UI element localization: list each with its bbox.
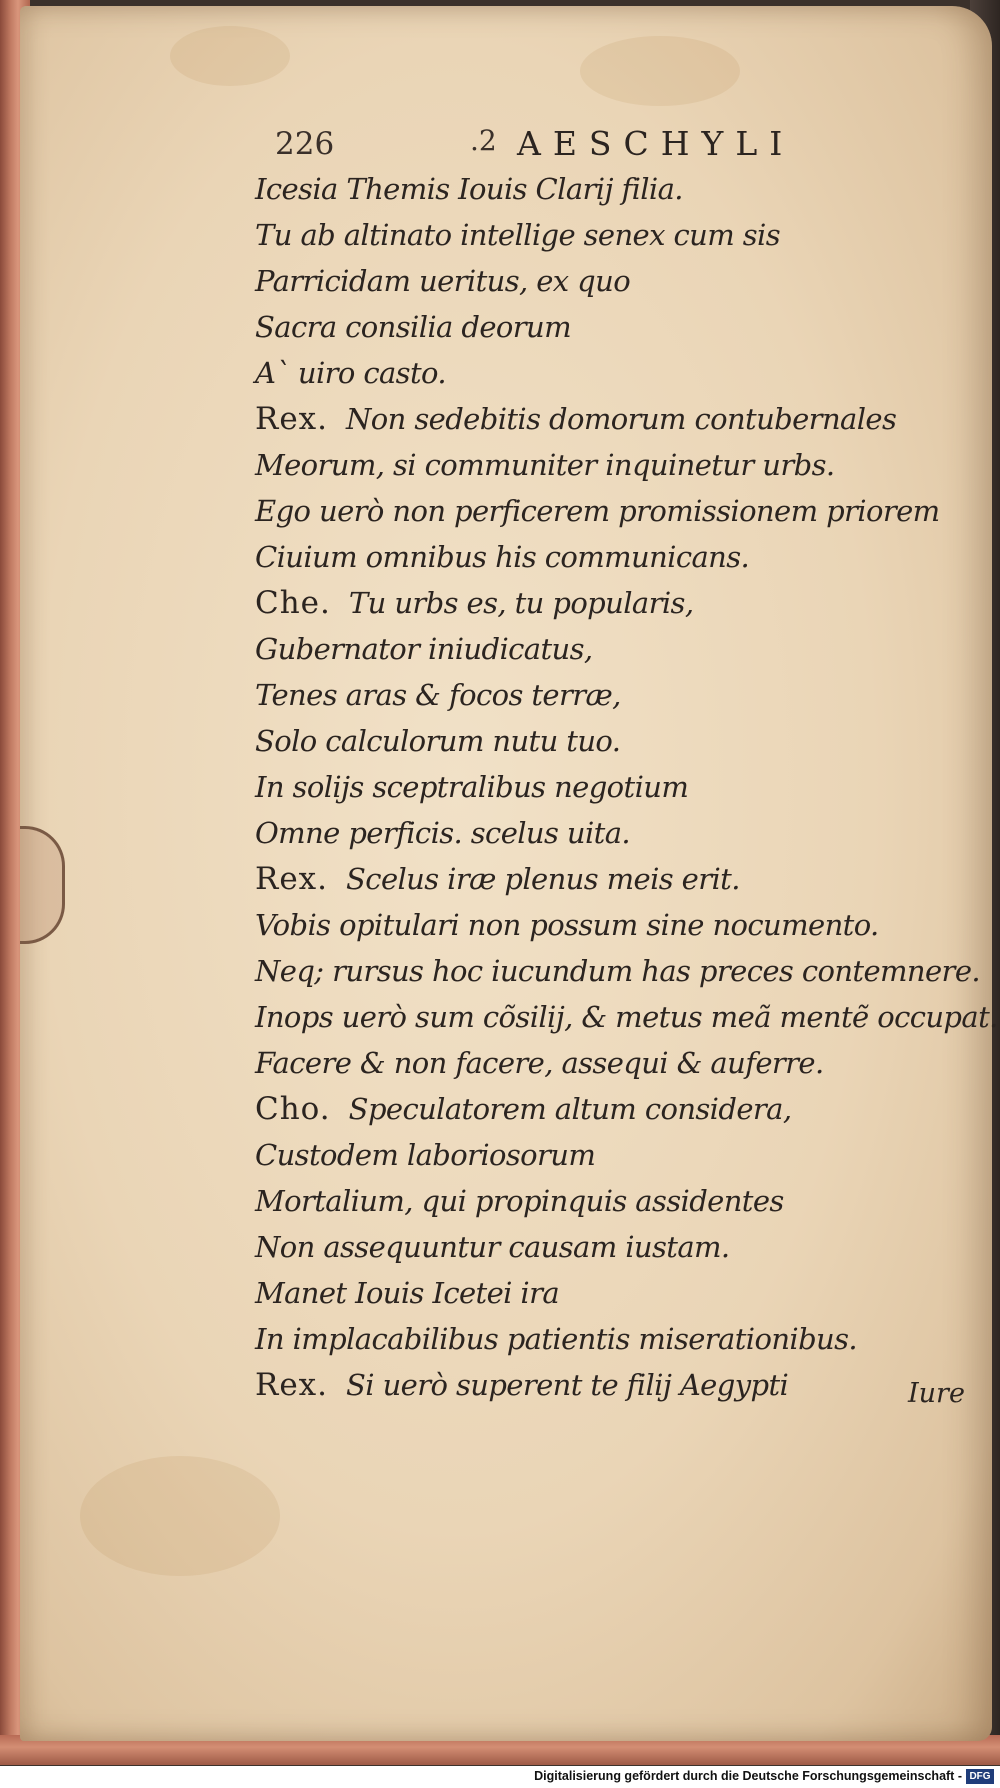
verse-line: [255, 1138, 595, 1172]
verse-text: Gubernator iniudicatus,: [255, 632, 593, 666]
verse-text: Ciuium omnibus his communicans.: [255, 540, 750, 574]
verse-line: [255, 540, 749, 574]
verse-line: [255, 586, 693, 620]
verse-text: Omne perficis. scelus uita.: [255, 816, 631, 850]
verse-line: [255, 632, 593, 666]
verse-line: [255, 1184, 784, 1218]
clasp-mark: [20, 826, 65, 944]
verse-text: Parricidam ueritus, ex quo: [255, 264, 631, 298]
verse-line: [255, 218, 780, 252]
verse-text: Non assequuntur causam iustam.: [255, 1230, 730, 1264]
verse-text: Inops uerò sum cõsilij, & metus meã mentẽ occupat.: [255, 1000, 998, 1034]
verse-text: Si uerò superent te filij Aegypti: [346, 1368, 789, 1402]
verse-line: [255, 678, 621, 712]
verse-text: Ego uerò non perficerem promissionem priorem: [255, 494, 940, 528]
verse-text: Tu ab altinato intellige senex cum sis: [255, 218, 780, 252]
speaker-label: Che.: [255, 585, 331, 621]
verse-text: Vobis opitulari non possum sine nocumento.: [255, 908, 879, 942]
verse-line: [255, 1230, 730, 1264]
verse-text: Mortalium, qui propinquis assidentes: [255, 1184, 784, 1218]
verse-line: [255, 494, 940, 528]
page-header: [255, 120, 955, 170]
verse-line: [255, 448, 835, 482]
verse-text: Neq; rursus hoc iucundum has preces contemnere.: [255, 954, 980, 988]
digitization-footer: [0, 1766, 1000, 1788]
verse-line: [255, 1368, 788, 1402]
page-number: 226: [275, 126, 335, 162]
dfg-logo-icon: DFG: [966, 1769, 994, 1784]
paper-stain: [80, 1456, 280, 1576]
verse-line: [255, 172, 683, 206]
verse-text: Tenes aras & focos terræ,: [255, 678, 621, 712]
speaker-label: Rex.: [255, 401, 329, 437]
verse-line: [255, 1092, 791, 1126]
running-head: AESCHYLI: [517, 124, 795, 163]
verse-text: Facere & non facere, assequi & auferre.: [255, 1046, 824, 1080]
verse-line: [255, 1276, 559, 1310]
verse-text: In implacabilibus patientis miserationibus.: [255, 1322, 858, 1356]
verse-line: [255, 264, 630, 298]
paper-stain: [580, 36, 740, 106]
verse-line: [255, 1000, 998, 1034]
verse-text: Scelus iræ plenus meis erit.: [346, 862, 740, 896]
verse-text: Custodem laboriosorum: [255, 1138, 596, 1172]
verse-line: [255, 402, 896, 436]
header-mark: .2: [470, 124, 497, 157]
verse-line: [255, 908, 879, 942]
verse-text: In solijs sceptralibus negotium: [255, 770, 689, 804]
verse-text: Speculatorem altum considera,: [348, 1092, 792, 1126]
verse-text: Manet Iouis Icetei ira: [255, 1276, 560, 1310]
verse-line: [255, 816, 630, 850]
speaker-label: Rex.: [255, 861, 329, 897]
verse-line: [255, 770, 688, 804]
verse-text: A` uiro casto.: [255, 356, 446, 390]
verse-text: Solo calculorum nutu tuo.: [255, 724, 621, 758]
verse-text: Non sedebitis domorum contubernales: [346, 402, 897, 436]
verse-line: [255, 310, 571, 344]
verse-line: [255, 862, 740, 896]
catchword: Iure: [908, 1378, 965, 1409]
speaker-label: Rex.: [255, 1367, 329, 1403]
paper-stain: [170, 26, 290, 86]
verse-line: [255, 1322, 857, 1356]
verse-text: Meorum, si communiter inquinetur urbs.: [255, 448, 835, 482]
verse-line: [255, 1046, 824, 1080]
verse-text: Sacra consilia deorum: [255, 310, 571, 344]
footer-credit: Digitalisierung gefördert durch die Deutsche Forschungsgemeinschaft -: [534, 1769, 962, 1783]
verse-line: [255, 954, 980, 988]
verse-text: Icesia Themis Iouis Clarij filia.: [255, 172, 683, 206]
verse-line: [255, 724, 620, 758]
verse-line: [255, 356, 446, 390]
verse-text: Tu urbs es, tu popularis,: [348, 586, 694, 620]
speaker-label: Cho.: [255, 1091, 331, 1127]
